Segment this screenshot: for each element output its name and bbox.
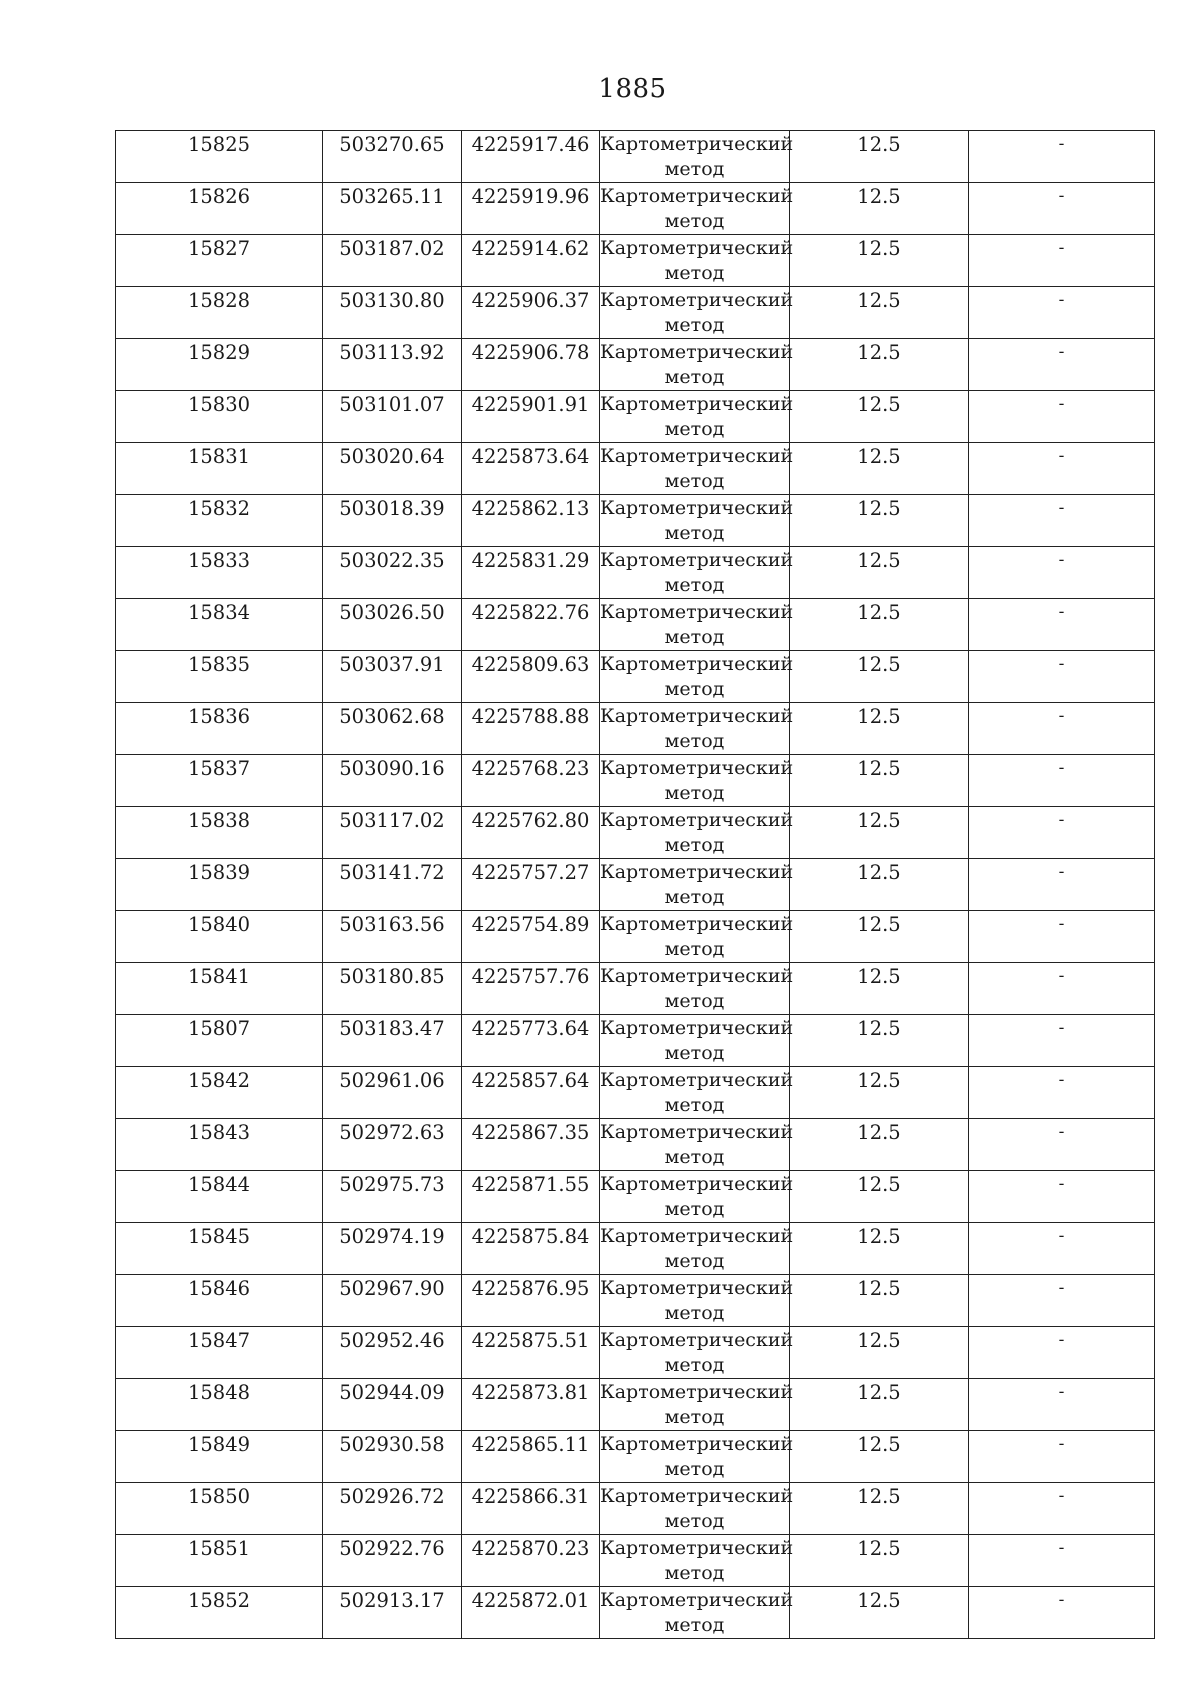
table-row	[116, 1223, 1155, 1275]
method-cell	[600, 547, 794, 599]
method-line-1: Картометрический	[600, 1069, 794, 1091]
method-cell	[600, 391, 794, 443]
point-number-cell: 15840	[116, 911, 323, 963]
table-row	[116, 703, 1155, 755]
accuracy-cell: 12.5	[790, 391, 969, 443]
table-row	[116, 1431, 1155, 1483]
point-number-cell: 15837	[116, 755, 323, 807]
point-number-cell: 15839	[116, 859, 323, 911]
y-coordinate-cell: 4225873.64	[462, 443, 600, 495]
table-row	[116, 1535, 1155, 1587]
x-coordinate-cell: 503026.50	[323, 599, 462, 651]
method-line-2: метод	[664, 1614, 725, 1636]
accuracy-cell: 12.5	[790, 339, 969, 391]
table-row	[116, 1587, 1155, 1639]
accuracy-cell: 12.5	[790, 1327, 969, 1379]
method-line-2: метод	[664, 1510, 725, 1532]
x-coordinate-cell: 503130.80	[323, 287, 462, 339]
accuracy-cell: 12.5	[790, 1015, 969, 1067]
method-line-2: метод	[664, 314, 725, 336]
y-coordinate-cell: 4225906.78	[462, 339, 600, 391]
method-cell	[600, 1171, 794, 1223]
note-cell: -	[969, 183, 1155, 235]
table-row	[116, 1483, 1155, 1535]
method-line-2: метод	[664, 1250, 725, 1272]
note-cell: -	[969, 287, 1155, 339]
y-coordinate-cell: 4225822.76	[462, 599, 600, 651]
y-coordinate-cell: 4225872.01	[462, 1587, 600, 1639]
method-line-1: Картометрический	[600, 549, 794, 571]
x-coordinate-cell: 503062.68	[323, 703, 462, 755]
method-cell	[600, 807, 794, 859]
method-line-2: метод	[664, 574, 725, 596]
x-coordinate-cell: 503183.47	[323, 1015, 462, 1067]
y-coordinate-cell: 4225866.31	[462, 1483, 600, 1535]
note-cell: -	[969, 1223, 1155, 1275]
accuracy-cell: 12.5	[790, 1067, 969, 1119]
y-coordinate-cell: 4225876.95	[462, 1275, 600, 1327]
table-row	[116, 547, 1155, 599]
accuracy-cell: 12.5	[790, 859, 969, 911]
point-number-cell: 15827	[116, 235, 323, 287]
accuracy-cell: 12.5	[790, 651, 969, 703]
accuracy-cell: 12.5	[790, 183, 969, 235]
note-cell: -	[969, 443, 1155, 495]
accuracy-cell: 12.5	[790, 1483, 969, 1535]
table-row	[116, 287, 1155, 339]
method-line-1: Картометрический	[600, 1537, 794, 1559]
method-line-2: метод	[664, 262, 725, 284]
x-coordinate-cell: 502944.09	[323, 1379, 462, 1431]
note-cell: -	[969, 1535, 1155, 1587]
x-coordinate-cell: 503163.56	[323, 911, 462, 963]
accuracy-cell: 12.5	[790, 1119, 969, 1171]
method-line-1: Картометрический	[600, 757, 794, 779]
point-number-cell: 15848	[116, 1379, 323, 1431]
method-cell	[600, 651, 794, 703]
method-line-2: метод	[664, 938, 725, 960]
accuracy-cell: 12.5	[790, 1275, 969, 1327]
method-line-2: метод	[664, 730, 725, 752]
x-coordinate-cell: 503141.72	[323, 859, 462, 911]
point-number-cell: 15841	[116, 963, 323, 1015]
note-cell: -	[969, 1171, 1155, 1223]
accuracy-cell: 12.5	[790, 1223, 969, 1275]
point-number-cell: 15826	[116, 183, 323, 235]
y-coordinate-cell: 4225917.46	[462, 131, 600, 183]
x-coordinate-cell: 503113.92	[323, 339, 462, 391]
method-line-1: Картометрический	[600, 1433, 794, 1455]
y-coordinate-cell: 4225875.51	[462, 1327, 600, 1379]
y-coordinate-cell: 4225865.11	[462, 1431, 600, 1483]
x-coordinate-cell: 503101.07	[323, 391, 462, 443]
point-number-cell: 15849	[116, 1431, 323, 1483]
method-line-1: Картометрический	[600, 1173, 794, 1195]
method-cell	[600, 599, 794, 651]
table-row	[116, 963, 1155, 1015]
y-coordinate-cell: 4225914.62	[462, 235, 600, 287]
note-cell: -	[969, 1431, 1155, 1483]
table-row	[116, 495, 1155, 547]
note-cell: -	[969, 1275, 1155, 1327]
table-body	[116, 131, 1155, 1639]
method-line-1: Картометрический	[600, 705, 794, 727]
point-number-cell: 15851	[116, 1535, 323, 1587]
table-row	[116, 1119, 1155, 1171]
table-row	[116, 391, 1155, 443]
point-number-cell: 15836	[116, 703, 323, 755]
coordinates-table	[115, 130, 1155, 1639]
y-coordinate-cell: 4225901.91	[462, 391, 600, 443]
method-line-1: Картометрический	[600, 393, 794, 415]
point-number-cell: 15825	[116, 131, 323, 183]
point-number-cell: 15847	[116, 1327, 323, 1379]
note-cell: -	[969, 1483, 1155, 1535]
accuracy-cell: 12.5	[790, 547, 969, 599]
method-line-2: метод	[664, 1458, 725, 1480]
point-number-cell: 15834	[116, 599, 323, 651]
point-number-cell: 15832	[116, 495, 323, 547]
note-cell: -	[969, 547, 1155, 599]
method-cell	[600, 963, 794, 1015]
method-line-1: Картометрический	[600, 341, 794, 363]
method-cell	[600, 1327, 794, 1379]
method-cell	[600, 1015, 794, 1067]
accuracy-cell: 12.5	[790, 1379, 969, 1431]
accuracy-cell: 12.5	[790, 963, 969, 1015]
y-coordinate-cell: 4225757.76	[462, 963, 600, 1015]
method-line-2: метод	[664, 366, 725, 388]
table-row	[116, 1067, 1155, 1119]
note-cell: -	[969, 235, 1155, 287]
table-row	[116, 339, 1155, 391]
note-cell: -	[969, 911, 1155, 963]
x-coordinate-cell: 502975.73	[323, 1171, 462, 1223]
method-line-2: метод	[664, 522, 725, 544]
accuracy-cell: 12.5	[790, 443, 969, 495]
method-line-1: Картометрический	[600, 1121, 794, 1143]
x-coordinate-cell: 503265.11	[323, 183, 462, 235]
note-cell: -	[969, 391, 1155, 443]
note-cell: -	[969, 131, 1155, 183]
note-cell: -	[969, 859, 1155, 911]
x-coordinate-cell: 503018.39	[323, 495, 462, 547]
y-coordinate-cell: 4225875.84	[462, 1223, 600, 1275]
point-number-cell: 15844	[116, 1171, 323, 1223]
note-cell: -	[969, 755, 1155, 807]
table-row	[116, 1015, 1155, 1067]
point-number-cell: 15830	[116, 391, 323, 443]
method-cell	[600, 131, 794, 183]
y-coordinate-cell: 4225773.64	[462, 1015, 600, 1067]
point-number-cell: 15852	[116, 1587, 323, 1639]
method-line-1: Картометрический	[600, 1589, 794, 1611]
method-line-1: Картометрический	[600, 1225, 794, 1247]
method-line-2: метод	[664, 418, 725, 440]
method-cell	[600, 1535, 794, 1587]
accuracy-cell: 12.5	[790, 1535, 969, 1587]
method-line-2: метод	[664, 626, 725, 648]
y-coordinate-cell: 4225867.35	[462, 1119, 600, 1171]
method-line-1: Картометрический	[600, 653, 794, 675]
x-coordinate-cell: 502961.06	[323, 1067, 462, 1119]
accuracy-cell: 12.5	[790, 1431, 969, 1483]
y-coordinate-cell: 4225809.63	[462, 651, 600, 703]
method-line-1: Картометрический	[600, 185, 794, 207]
y-coordinate-cell: 4225831.29	[462, 547, 600, 599]
table-row	[116, 755, 1155, 807]
x-coordinate-cell: 503022.35	[323, 547, 462, 599]
accuracy-cell: 12.5	[790, 1587, 969, 1639]
note-cell: -	[969, 1327, 1155, 1379]
x-coordinate-cell: 502952.46	[323, 1327, 462, 1379]
x-coordinate-cell: 503117.02	[323, 807, 462, 859]
note-cell: -	[969, 495, 1155, 547]
point-number-cell: 15828	[116, 287, 323, 339]
method-line-2: метод	[664, 1094, 725, 1116]
x-coordinate-cell: 503270.65	[323, 131, 462, 183]
accuracy-cell: 12.5	[790, 755, 969, 807]
method-line-2: метод	[664, 1406, 725, 1428]
x-coordinate-cell: 503037.91	[323, 651, 462, 703]
table-row	[116, 651, 1155, 703]
method-line-2: метод	[664, 1042, 725, 1064]
method-line-1: Картометрический	[600, 861, 794, 883]
method-line-1: Картометрический	[600, 237, 794, 259]
x-coordinate-cell: 502913.17	[323, 1587, 462, 1639]
method-cell	[600, 1379, 794, 1431]
method-line-2: метод	[664, 470, 725, 492]
table-row	[116, 1171, 1155, 1223]
point-number-cell: 15842	[116, 1067, 323, 1119]
method-cell	[600, 1587, 794, 1639]
y-coordinate-cell: 4225870.23	[462, 1535, 600, 1587]
accuracy-cell: 12.5	[790, 287, 969, 339]
method-line-2: метод	[664, 834, 725, 856]
accuracy-cell: 12.5	[790, 807, 969, 859]
method-line-2: метод	[664, 1302, 725, 1324]
x-coordinate-cell: 502930.58	[323, 1431, 462, 1483]
accuracy-cell: 12.5	[790, 495, 969, 547]
table-row	[116, 859, 1155, 911]
y-coordinate-cell: 4225919.96	[462, 183, 600, 235]
note-cell: -	[969, 651, 1155, 703]
y-coordinate-cell: 4225768.23	[462, 755, 600, 807]
method-cell	[600, 1483, 794, 1535]
method-line-1: Картометрический	[600, 289, 794, 311]
y-coordinate-cell: 4225871.55	[462, 1171, 600, 1223]
table-row	[116, 911, 1155, 963]
x-coordinate-cell: 502972.63	[323, 1119, 462, 1171]
table-row	[116, 807, 1155, 859]
y-coordinate-cell: 4225857.64	[462, 1067, 600, 1119]
method-line-1: Картометрический	[600, 1485, 794, 1507]
note-cell: -	[969, 963, 1155, 1015]
method-line-1: Картометрический	[600, 497, 794, 519]
table-row	[116, 1379, 1155, 1431]
method-line-1: Картометрический	[600, 1017, 794, 1039]
note-cell: -	[969, 807, 1155, 859]
table-row	[116, 183, 1155, 235]
accuracy-cell: 12.5	[790, 703, 969, 755]
point-number-cell: 15843	[116, 1119, 323, 1171]
note-cell: -	[969, 1067, 1155, 1119]
x-coordinate-cell: 503187.02	[323, 235, 462, 287]
method-line-2: метод	[664, 990, 725, 1012]
method-line-1: Картометрический	[600, 809, 794, 831]
method-line-2: метод	[664, 782, 725, 804]
method-line-1: Картометрический	[600, 913, 794, 935]
method-cell	[600, 1275, 794, 1327]
method-line-1: Картометрический	[600, 1329, 794, 1351]
method-line-2: метод	[664, 1146, 725, 1168]
accuracy-cell: 12.5	[790, 1171, 969, 1223]
note-cell: -	[969, 1015, 1155, 1067]
method-cell	[600, 235, 794, 287]
method-cell	[600, 495, 794, 547]
table-row	[116, 131, 1155, 183]
page-number: 1885	[598, 74, 667, 104]
x-coordinate-cell: 503180.85	[323, 963, 462, 1015]
method-line-2: метод	[664, 678, 725, 700]
y-coordinate-cell: 4225906.37	[462, 287, 600, 339]
table-row	[116, 443, 1155, 495]
point-number-cell: 15838	[116, 807, 323, 859]
point-number-cell: 15846	[116, 1275, 323, 1327]
y-coordinate-cell: 4225873.81	[462, 1379, 600, 1431]
method-line-2: метод	[664, 1354, 725, 1376]
point-number-cell: 15845	[116, 1223, 323, 1275]
x-coordinate-cell: 502922.76	[323, 1535, 462, 1587]
x-coordinate-cell: 502926.72	[323, 1483, 462, 1535]
method-line-2: метод	[664, 886, 725, 908]
method-line-1: Картометрический	[600, 445, 794, 467]
method-line-2: метод	[664, 1198, 725, 1220]
y-coordinate-cell: 4225788.88	[462, 703, 600, 755]
y-coordinate-cell: 4225862.13	[462, 495, 600, 547]
method-cell	[600, 183, 794, 235]
method-line-1: Картометрический	[600, 1277, 794, 1299]
method-line-2: метод	[664, 210, 725, 232]
y-coordinate-cell: 4225757.27	[462, 859, 600, 911]
accuracy-cell: 12.5	[790, 131, 969, 183]
method-cell	[600, 1119, 794, 1171]
method-line-1: Картометрический	[600, 1381, 794, 1403]
point-number-cell: 15833	[116, 547, 323, 599]
y-coordinate-cell: 4225762.80	[462, 807, 600, 859]
point-number-cell: 15829	[116, 339, 323, 391]
point-number-cell: 15831	[116, 443, 323, 495]
method-cell	[600, 755, 794, 807]
x-coordinate-cell: 502967.90	[323, 1275, 462, 1327]
note-cell: -	[969, 1119, 1155, 1171]
x-coordinate-cell: 503090.16	[323, 755, 462, 807]
note-cell: -	[969, 339, 1155, 391]
method-cell	[600, 443, 794, 495]
accuracy-cell: 12.5	[790, 599, 969, 651]
table-row	[116, 1327, 1155, 1379]
method-cell	[600, 703, 794, 755]
accuracy-cell: 12.5	[790, 911, 969, 963]
note-cell: -	[969, 599, 1155, 651]
y-coordinate-cell: 4225754.89	[462, 911, 600, 963]
note-cell: -	[969, 703, 1155, 755]
x-coordinate-cell: 503020.64	[323, 443, 462, 495]
point-number-cell: 15835	[116, 651, 323, 703]
point-number-cell: 15850	[116, 1483, 323, 1535]
table-row	[116, 599, 1155, 651]
table-row	[116, 1275, 1155, 1327]
method-cell	[600, 339, 794, 391]
method-cell	[600, 1223, 794, 1275]
accuracy-cell: 12.5	[790, 235, 969, 287]
method-cell	[600, 1431, 794, 1483]
method-cell	[600, 1067, 794, 1119]
method-cell	[600, 859, 794, 911]
method-line-1: Картометрический	[600, 133, 794, 155]
table-row	[116, 235, 1155, 287]
method-line-2: метод	[664, 158, 725, 180]
note-cell: -	[969, 1379, 1155, 1431]
method-line-2: метод	[664, 1562, 725, 1584]
method-line-1: Картометрический	[600, 601, 794, 623]
point-number-cell: 15807	[116, 1015, 323, 1067]
x-coordinate-cell: 502974.19	[323, 1223, 462, 1275]
method-cell	[600, 911, 794, 963]
note-cell: -	[969, 1587, 1155, 1639]
method-line-1: Картометрический	[600, 965, 794, 987]
method-cell	[600, 287, 794, 339]
